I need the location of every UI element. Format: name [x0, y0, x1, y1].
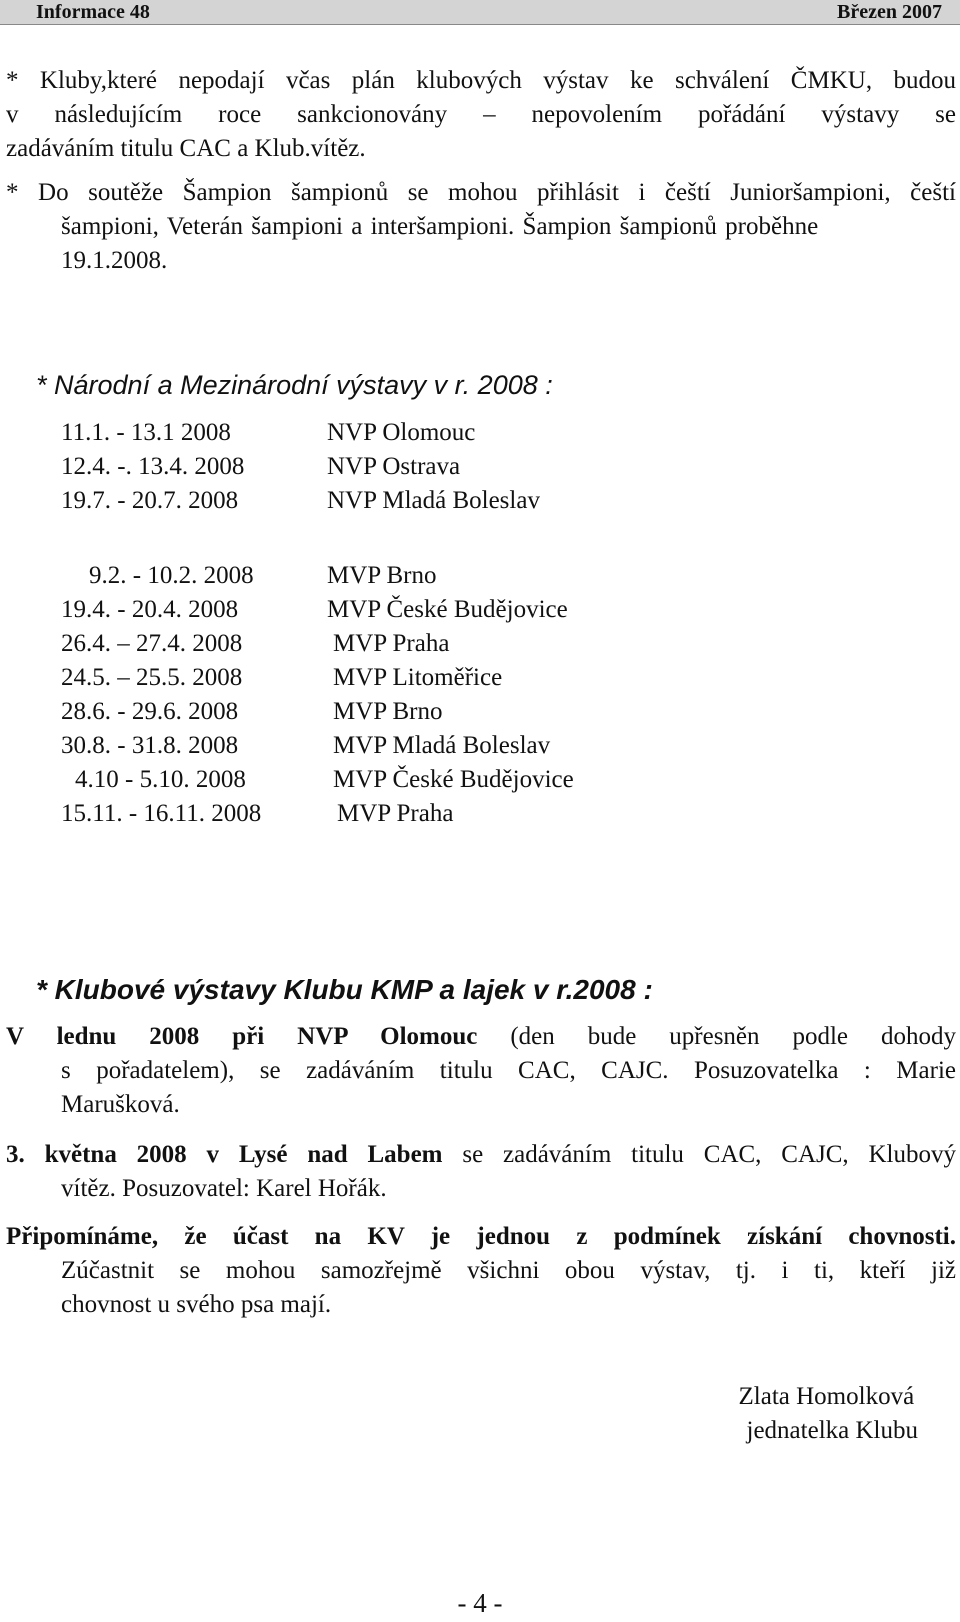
- text-line: [6, 1020, 956, 1054]
- highlight-text: Připomínáme, že účast na KV je jednou z podmínek získání chovnosti.: [6, 1223, 956, 1250]
- show-date: 19.7. - 20.7. 2008: [61, 487, 239, 514]
- text-line: s pořadatelem), se zadáváním titulu CAC, CAJC. Posuzovatelka : Marie: [61, 1057, 956, 1084]
- club-show-may: [6, 1138, 956, 1206]
- show-date: 24.5. – 25.5. 2008: [61, 664, 243, 691]
- show-place: MVP České Budějovice: [327, 596, 568, 623]
- text-line: zadáváním titulu CAC a Klub.vítěz.: [6, 135, 366, 162]
- intro-paragraph-champions: [6, 176, 956, 278]
- show-place: MVP Praha: [333, 630, 450, 657]
- signature-role: jednatelka Klubu: [746, 1417, 918, 1444]
- show-place: MVP Brno: [327, 562, 437, 589]
- issue-label: Informace 48: [36, 1, 150, 23]
- show-date: 15.11. - 16.11. 2008: [61, 800, 262, 827]
- show-date: 19.4. - 20.4. 2008: [61, 596, 239, 623]
- show-date: 28.6. - 29.6. 2008: [61, 698, 239, 725]
- breeding-reminder: [6, 1220, 956, 1322]
- text-span: (den bude upřesněn podle dohody: [477, 1023, 956, 1050]
- show-place: NVP Mladá Boleslav: [327, 487, 540, 514]
- date-label: Březen 2007: [837, 1, 942, 23]
- text-line: [6, 1220, 956, 1254]
- highlight-text: V lednu 2008 při NVP Olomouc: [6, 1023, 478, 1050]
- show-place: NVP Olomouc: [327, 419, 476, 446]
- show-date: 4.10 - 5.10. 2008: [75, 766, 246, 793]
- club-show-january: [6, 1020, 956, 1122]
- show-place: MVP Litoměřice: [333, 664, 503, 691]
- signature: [739, 1380, 918, 1448]
- text-span: se zadáváním titulu CAC, CAJC, Klubový: [442, 1141, 956, 1168]
- page-header: [0, 0, 960, 25]
- text-line: [6, 1138, 956, 1172]
- show-place: MVP Praha: [337, 800, 454, 827]
- show-date: 26.4. – 27.4. 2008: [61, 630, 243, 657]
- show-date: 30.8. - 31.8. 2008: [61, 732, 239, 759]
- page-number: - 4 -: [457, 1588, 503, 1618]
- text-line: 19.1.2008.: [61, 247, 168, 274]
- show-place: MVP Mladá Boleslav: [333, 732, 551, 759]
- show-date: 9.2. - 10.2. 2008: [89, 562, 254, 589]
- highlight-text: 3. května 2008 v Lysé nad Labem: [6, 1141, 443, 1168]
- text-line: šampioni, Veterán šampioni a interšampioni. Šampion šampionů proběhne: [61, 213, 819, 240]
- text-line: Zúčastnit se mohou samozřejmě všichni obou výstav, tj. i ti, kteří již: [61, 1257, 956, 1284]
- text-line: v následujícím roce sankcionovány – nepovolením pořádání výstavy se: [6, 101, 956, 128]
- text-line: vítěz. Posuzovatel: Karel Hořák.: [61, 1175, 387, 1202]
- text-line: Marušková.: [61, 1091, 180, 1118]
- club-shows-heading: * Klubové výstavy Klubu KMP a lajek v r.2008 :: [36, 974, 653, 1005]
- signature-name: Zlata Homolková: [738, 1383, 915, 1410]
- text-line: chovnost u svého psa mají.: [61, 1291, 332, 1318]
- show-place: MVP České Budějovice: [333, 766, 574, 793]
- show-place: NVP Ostrava: [327, 453, 461, 480]
- national-shows-heading: * Národní a Mezinárodní výstavy v r. 2008 :: [36, 370, 553, 400]
- show-date: 12.4. -. 13.4. 2008: [61, 453, 245, 480]
- show-place: MVP Brno: [333, 698, 443, 725]
- show-date: 11.1. - 13.1 2008: [61, 419, 231, 446]
- text-line: * Kluby,které nepodají včas plán klubových výstav ke schválení ČMKU, budou: [6, 67, 956, 94]
- intro-paragraph-clubs: [6, 64, 956, 166]
- text-line: * Do soutěže Šampion šampionů se mohou přihlásit i čeští Junioršampioni, čeští: [6, 179, 956, 206]
